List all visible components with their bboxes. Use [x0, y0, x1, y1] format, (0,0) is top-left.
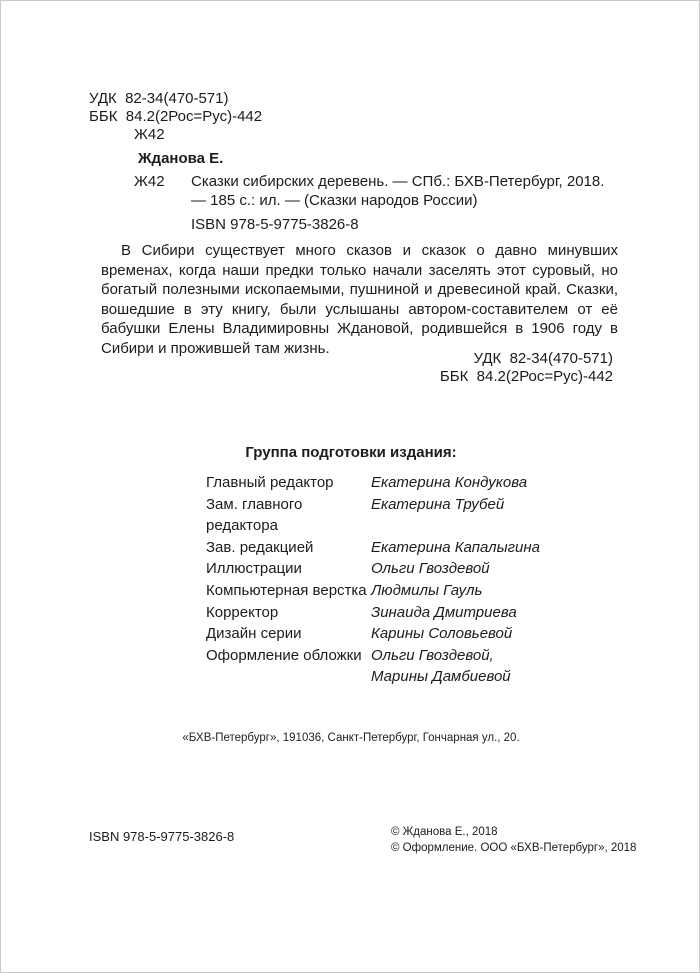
- catalog-entry-code: Ж42: [134, 173, 165, 190]
- team-role: Корректор: [206, 603, 279, 621]
- team-role: Зав. редакцией: [206, 538, 314, 556]
- udk-code-right: УДК 82-34(470-571): [473, 350, 613, 367]
- copyright-author: © Жданова Е., 2018: [391, 826, 498, 838]
- team-role: Зам. главного редактора: [206, 495, 303, 535]
- team-row: [206, 645, 540, 688]
- team-name: Ольги Гвоздевой: [371, 560, 490, 578]
- copyright-design: © Оформление. ООО «БХВ-Петербург», 2018: [391, 841, 637, 854]
- annotation-paragraph: В Сибири существует много сказов и сказок о давно минувших временах, когда наши предки только начали заселять этот суровый, но богатый полезными ископаемыми, пушниной и древесиной край. Сказки, вошедшие в эту книгу, были услышаны автором-составителем от её бабушки Елены Владимировны Ждановой, родившейся в 1906 году в Сибири и прожившей там жизнь.: [101, 242, 618, 357]
- team-table: [206, 472, 540, 688]
- team-name: Ольги Гвоздевой,: [371, 646, 494, 664]
- copyright-block: [391, 825, 636, 856]
- publisher-address: «БХВ-Петербург», 191036, Санкт-Петербург, Гончарная ул., 20.: [182, 732, 520, 744]
- team-row: [206, 472, 540, 494]
- udk-code: УДК 82-34(470-571): [89, 90, 229, 107]
- team-role: Компьютерная верстка: [206, 581, 367, 599]
- team-row: [206, 494, 540, 537]
- team-role: Дизайн серии: [206, 625, 302, 643]
- bbk-code-right: ББК 84.2(2Рос=Рус)-442: [439, 368, 613, 385]
- team-name: Людмилы Гауль: [371, 581, 483, 599]
- isbn-line: ISBN 978-5-9775-3826-8: [191, 216, 359, 233]
- bbk-code: ББК 84.2(2Рос=Рус)-442: [89, 108, 263, 125]
- team-name: Екатерина Кондукова: [371, 474, 528, 491]
- team-row: [206, 537, 540, 559]
- team-name-line2: Марины Дамбиевой: [371, 668, 511, 686]
- team-role: Иллюстрации: [206, 560, 302, 578]
- author-sign-code: Ж42: [134, 126, 165, 143]
- team-name: Екатерина Трубей: [371, 495, 505, 513]
- team-heading: Группа подготовки издания:: [245, 444, 457, 461]
- team-role: Главный редактор: [206, 474, 334, 491]
- author-name: Жданова Е.: [138, 150, 224, 167]
- top-codes-block: [89, 90, 262, 144]
- team-name: Карины Соловьевой: [371, 625, 513, 643]
- team-row: [206, 623, 540, 645]
- team-row: [206, 602, 540, 624]
- team-role: Оформление обложки: [206, 646, 362, 664]
- team-row: [206, 580, 540, 602]
- right-codes-block: [440, 350, 613, 386]
- team-name: Екатерина Капалыгина: [371, 538, 540, 556]
- catalog-entry: [134, 172, 623, 210]
- catalog-entry-text: Сказки сибирских деревень. — СПб.: БХВ-Петербург, 2018. — 185 с.: ил. — (Сказки народов России): [191, 173, 605, 209]
- team-row: [206, 558, 540, 580]
- footer-isbn: ISBN 978-5-9775-3826-8: [89, 829, 235, 844]
- team-name: Зинаида Дмитриева: [371, 603, 517, 621]
